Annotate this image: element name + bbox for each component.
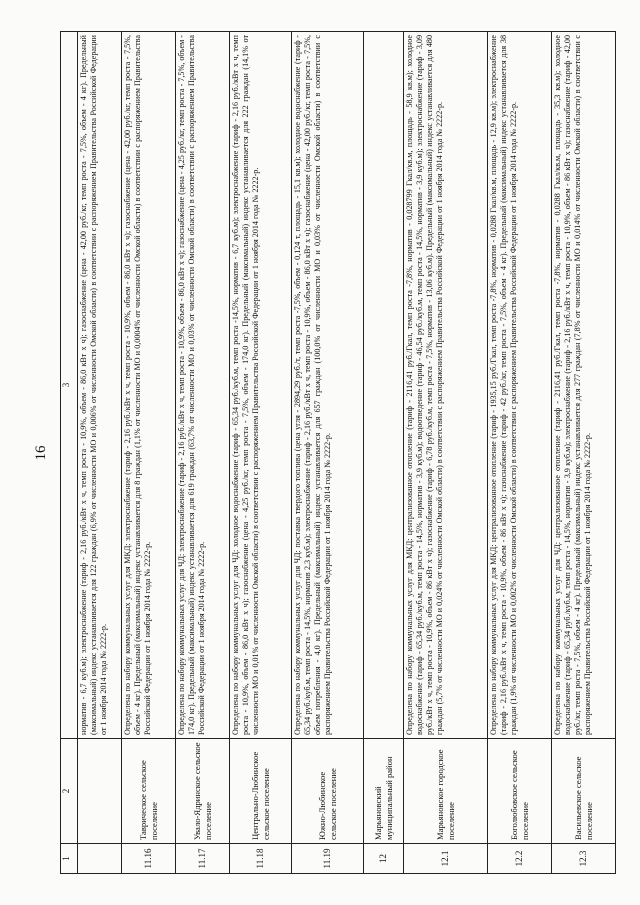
- row-description: Определена по набору коммунальных услуг для ЧД: централизованное отопление (тариф - 2116,41 руб./Гкал, темп роста -7,8%, норматив - 0,0288 Гкал/кв.м, площадь - 35,3 кв.м); холодное водоснабжение (тариф - 65,34 руб./куб.м, темп роста - 14,5%, норматив - 3,9 куб.м); электроснабжение (тариф - 2,16 руб./кВт х ч, темп роста - 10,9%, объем - 86 кВт х ч); газоснабжение (тариф - 42,00 руб./кг, темп роста - 7,5%, объем - 4 кг). Предельный (максимальный) индекс устанавливается для 277 граждан (7,8% от численности МО и 0,014% от численности Омской области) в соответствии с распоряжением Правительства Российской Федерации от 1 ноября 2014 года № 2222-р.: [552, 32, 616, 739]
- row-number: 11.17: [176, 844, 230, 874]
- table-row: [292, 32, 364, 874]
- row-number: 12: [364, 844, 404, 874]
- row-description: Определена по набору коммунальных услуг для ЧД: холодное водоснабжение (тариф - 65,34 руб./куб.м, темп роста -14,5%, норматив - 6,7 куб.м); электроснабжение (тариф - 2,16 руб./кВт х ч, темп роста - 10,9%, объем - 86,0 кВт х ч); газоснабжение (цена - 4,25 руб./кг, темп роста - 7,5%, объем - 174,0 кг). Предельный (максимальный) индекс устанавливается для 222 граждан (14,1% от численности МО и 0,01% от численности Омской области) в соответствии с распоряжением Правительства Российской Федерации от 1 ноября 2014 года № 2222-р.: [230, 32, 292, 739]
- municipality-name: [78, 739, 122, 844]
- municipality-name: Южно-Любинское сельское поселение: [292, 739, 364, 844]
- municipality-name: Марьяновский муниципальный район: [364, 739, 404, 844]
- header-col-2: 2: [61, 739, 78, 844]
- page-number: 16: [33, 445, 49, 461]
- rotated-page-content: [30, 28, 610, 878]
- row-description: Определена по набору коммунальных услуг для МКД: централизованное отопление (тариф - 1935,15 руб./Гкал, темп роста -7,8%, норматив - 0,0288 Гкал/кв.м, площадь - 12,9 кв.м); электроснабжение (тариф - 2,16 руб./кВт х ч, темп роста - 10,9%, объем - 86 кВт х ч); газоснабжение (тариф - 42 руб./кг, темп роста - 7,5%, объем - 4 кг). Предельный (максимальный) индекс устанавливается для 38 граждан (1,9% от численности МО и 0,002% от численности Омской области) в соответствии с распоряжением Правительства Российской Федерации от 1 ноября 2014 года № 2222-р.: [488, 32, 552, 739]
- row-number: 12.1: [404, 844, 488, 874]
- row-description: [364, 32, 404, 739]
- table-row: [404, 32, 488, 874]
- municipality-name: Увало-Ядринское сельское поселение: [176, 739, 230, 844]
- row-number: 12.2: [488, 844, 552, 874]
- table-header-row: [61, 32, 78, 874]
- table-row: [552, 32, 616, 874]
- row-description: Определена по набору коммунальных услуг для ЧД: поставка твердого топлива (цена угля - 2894,29 руб./т, темп роста -7,5%, объем - 0,124 т, площадь - 15,1 кв.м); холодное водоснабжение (тариф - 65,34 руб./куб.м, темп роста - 14,5%, норматив 2,3 куб.м); электроснабжение (тариф - 2,16 руб./кВт х ч, темп роста - 10,9%, объем - 86,0 кВт х ч); газоснабжение (цена - 42,00 руб./кг, темп роста - 7,5%, объем потребления - 4,0 кг). Предельный (максимальный) индекс устанавливается для 657 граждан (100,0% от численности МО и 0,03% от численности Омской области) в соответствии с распоряжением Правительства Российской Федерации от 1 ноября 2014 года № 2222-р.: [292, 32, 364, 739]
- municipality-name: Боголюбовское сельское поселение: [488, 739, 552, 844]
- table-row: [488, 32, 552, 874]
- row-number: 11.19: [292, 844, 364, 874]
- row-number: [78, 844, 122, 874]
- municipality-name: Марьяновское городское поселение: [404, 739, 488, 844]
- table-row: [176, 32, 230, 874]
- municipality-name: Васильевское сельское поселение: [552, 739, 616, 844]
- table-row: [122, 32, 176, 874]
- table-row: [230, 32, 292, 874]
- row-description: норматив - 6,7 куб.м); электроснабжение (тариф - 2,16 руб./кВт х ч, темп роста - 10,9%, объем - 86,0 кВт х ч); газоснабжение (цена - 42,00 руб./кг, темп роста - 7,5%, объем - 4 кг). Предельный (максимальный) индекс устанавливается для 122 граждан (6,9% от численности МО и 0,006% от численности Омской области) в соответствии с распоряжением Правительства Российской Федерации от 1 ноября 2014 года № 2222-р.: [78, 32, 122, 739]
- header-col-1: 1: [61, 844, 78, 874]
- row-number: 11.16: [122, 844, 176, 874]
- row-number: 11.18: [230, 844, 292, 874]
- tariff-index-table: [60, 31, 616, 874]
- table-row: [78, 32, 122, 874]
- row-description: Определена по набору коммунальных услуг для ЧД: электроснабжение (тариф - 2,16 руб./кВт х ч, темп роста - 10,9%, объем - 86,0 кВт х ч); газоснабжение (цена - 4,25 руб./кг, темп роста - 7,5%, объем - 174,0 кг). Предельный (максимальный) индекс устанавливается для 619 граждан (63,7% от численности МО и 0,03% от численности Омской области) в соответствии с распоряжением Правительства Российской Федерации от 1 ноября 2014 года № 2222-р.: [176, 32, 230, 739]
- row-number: 12.3: [552, 844, 616, 874]
- municipality-name: Таврическое сельское поселение: [122, 739, 176, 844]
- table-row: [364, 32, 404, 874]
- row-description: Определена по набору коммунальных услуг для МКД: электроснабжение (тариф - 2,16 руб./кВт х ч, темп роста - 10,9%, объем - 86,0 кВт х ч); газоснабжение (цена - 42,00 руб./кг, темп роста - 7,5%, объем - 4 кг). Предельный (максимальный) индекс устанавливается для 8 граждан (1,1% от численности МО и 0,0004% от численности Омской области) в соответствии с распоряжением Правительства Российской Федерации от 1 ноября 2014 года № 2222-р.: [122, 32, 176, 739]
- municipality-name: Центрально-Любинское сельское поселение: [230, 739, 292, 844]
- row-description: Определена по набору коммунальных услуг для МКД: централизованное отопление (тариф - 2116,41 руб./Гкал, темп роста -7,8%, норматив - 0,028799 Гкал/кв.м, площадь - 58,9 кв.м); холодное водоснабжение (тариф - 65,34 руб./куб.м, темп роста - 14,5%, норматив - 3,9 куб.м); водоотведение (тариф - 46,54 руб./куб.м, темп роста - 14,5%, норматив - 3,9 куб.м); электроснабжение (тариф - 3,09 руб./кВт х ч, темп роста - 10,9%, объем - 86 кВт х ч); газоснабжение (тариф - 6,78 руб./куб.м, темп роста - 7,5%, норматив - 13,06 куб.м). Предельный (максимальный) индекс устанавливается для 480 граждан (5,7% от численности МО и 0,024% от численности Омской области) в соответствии с распоряжением Правительства Российской Федерации от 1 ноября 2014 года № 2222-р.: [404, 32, 488, 739]
- header-col-3: 3: [61, 32, 78, 739]
